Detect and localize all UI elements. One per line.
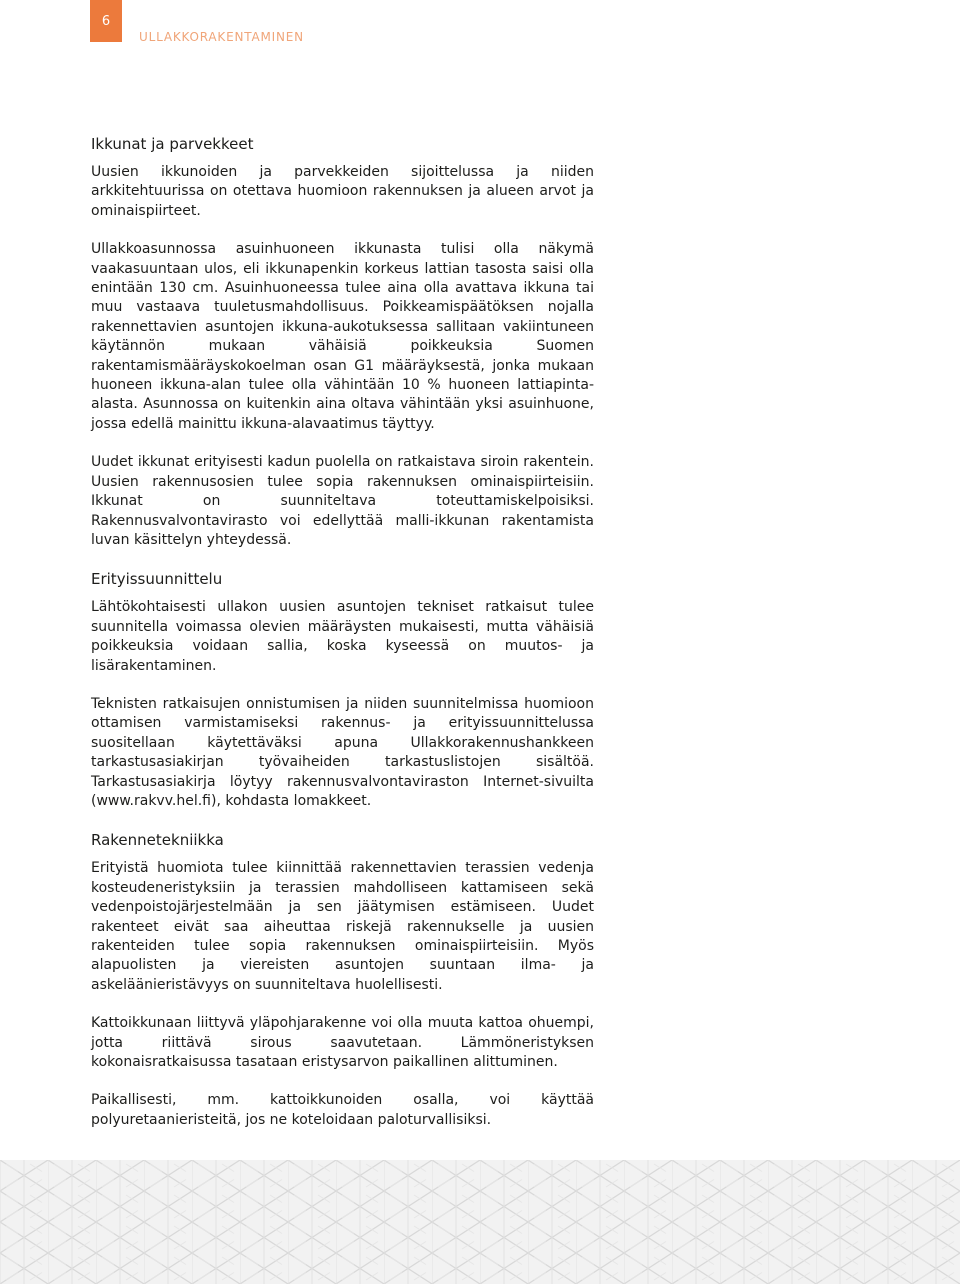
paragraph: Ullakkoasunnossa asuinhuoneen ikkunasta tulisi olla näkymä vaakasuuntaan ulos, eli ikkunapenkin korkeus lattian tasosta saisi olla enintään 130 cm. Asuinhuoneessa tulee aina olla avattava ikkuna tai muu vastaava tuuletusmahdollisuus. Poikkeamispäätöksen nojalla rakennettavien asuntojen ikkuna-aukotuksessa sallitaan vakiintuneen käytännön mukaan vähäisiä poikkeuksia Suomen rakentamismääräyskokoelman osan G1 määräyksestä, jonka mukaan huoneen ikkuna-alan tulee olla vähintään 10 % huoneen lattiapinta-alasta. Asunnossa on kuitenkin aina oltava vähintään yksi asuinhuone, jossa edellä mainittu ikkuna-alavaatimus täyttyy. [91,241,594,432]
decorative-footer-pattern [0,1160,960,1284]
page-number: 6 [101,13,111,29]
paragraph: Uudet ikkunat erityisesti kadun puolella on ratkaistava siroin rakentein. Uusien rakennusosien tulee sopia rakennuksen ominaispiirteisiin. Ikkunat on suunniteltava toteuttamiskelpoisiksi. Rakennusvalvontavirasto voi edellyttää malli-ikkunan rakentamista luvan käsittelyn yhteydessä. [91,454,594,548]
section-special-design [91,569,594,811]
paragraph: Erityistä huomiota tulee kiinnittää rakennettavien terassien vedenja kosteudeneristyksiin ja terassien mahdolliseen kattamiseen sekä vedenpoistojärjestelmään ja sen jäätymisen estämiseen. Uudet rakenteet eivät saa aiheuttaa riskejä rakennukselle ja uusien rakenteiden tulee sopia rakennuksen ominaispiirteisiin. Myös alapuolisten ja viereisten asuntojen suuntaan ilma- ja askeläänieristävyys on suunniteltava huolellisesti. [91,860,594,993]
main-content [91,134,594,1149]
paragraph: Teknisten ratkaisujen onnistumisen ja niiden suunnitelmissa huomioon ottamisen varmistamiseksi rakennus- ja erityissuunnittelussa suositellaan käytettäväksi apuna Ullakkorakennushankkeen tarkastusasiakirjan työvaiheiden tarkastuslistojen sisältöä. Tarkastusasiakirja löytyy rakennusvalvontaviraston Internet-sivuilta (www.rakvv.hel.fi), kohdasta lomakkeet. [91,695,594,809]
paragraph: Kattoikkunaan liittyvä yläpohjarakenne voi olla muuta kattoa ohuempi, jotta riittävä sirous saavutetaan. Lämmöneristyksen kokonaisratkaisussa tasataan eristysarvon paikallinen alittuminen. [91,1015,594,1071]
page-number-badge [90,0,122,42]
paragraph: Uusien ikkunoiden ja parvekkeiden sijoittelussa ja niiden arkkitehtuurissa on otettava huomioon rakennuksen ja alueen arvot ja ominaispiirteet. [91,164,594,219]
section-heading: Erityissuunnittelu [91,570,223,589]
running-header: ULLAKKORAKENTAMINEN [139,30,304,44]
paragraph: Lähtökohtaisesti ullakon uusien asuntojen tekniset ratkaisut tulee suunnitella voimassa olevien määräysten mukaisesti, mutta vähäisiä poikkeuksia voidaan sallia, koska kyseessä on muutos- ja lisärakentaminen. [91,599,594,674]
paragraph: Paikallisesti, mm. kattoikkunoiden osalla, voi käyttää polyuretaanieristeitä, jos ne koteloidaan paloturvallisiksi. [91,1092,594,1128]
section-heading: Ikkunat ja parvekkeet [91,135,254,153]
section-heading: Rakennetekniikka [91,831,224,850]
section-windows-balconies [91,134,594,550]
section-structural-engineering [91,830,594,1130]
